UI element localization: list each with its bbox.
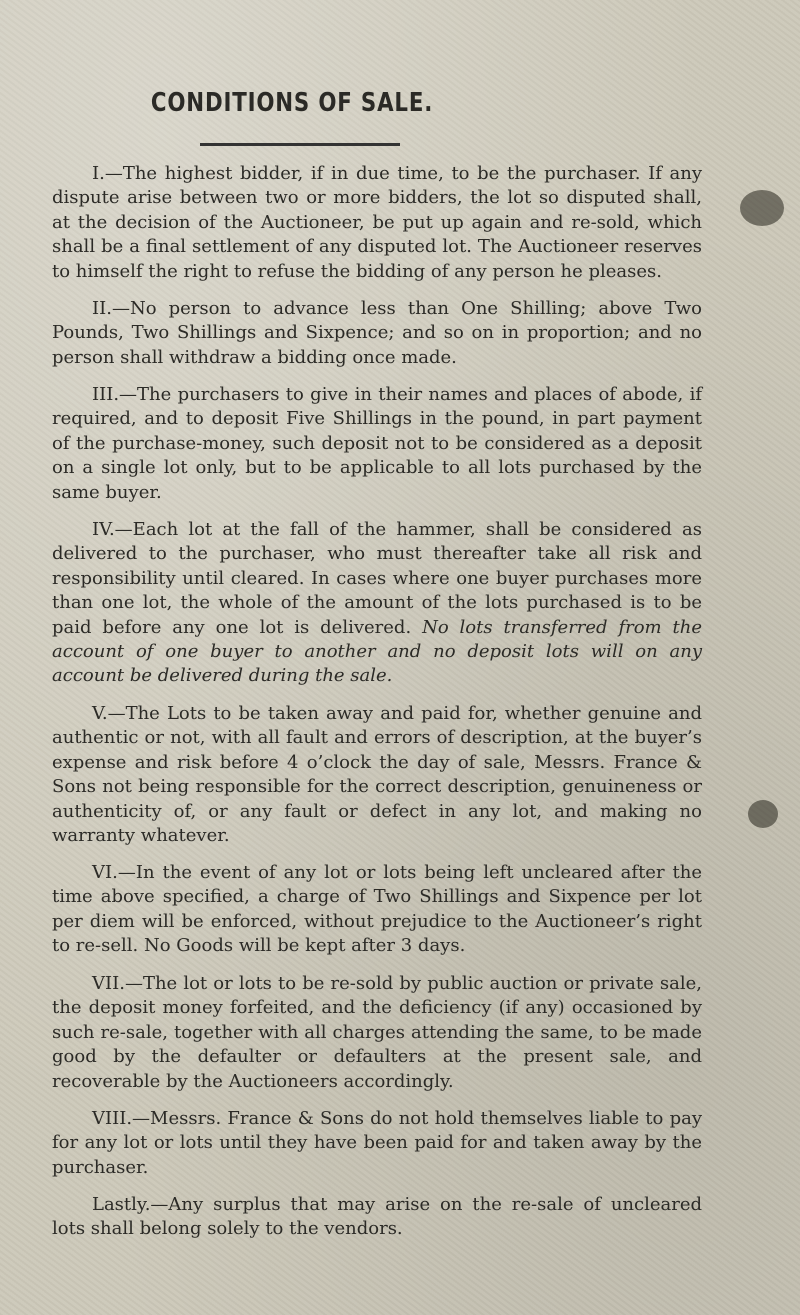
condition-4-italic-note: No lots transferred from the account of one buyer to another and no deposit lots will on any account be delivered during the sale.	[52, 616, 702, 687]
condition-5: V.—The Lots to be taken away and paid for, whether genuine and authentic or not, with all fault and errors of description, at the buyer’s expense and risk before 4 o’clock the day of sale, Messrs. France & Sons not being responsible for the correct description, genuineness or authenticity of, or any fault or defect in any lot, and making no warranty whatever.	[52, 703, 702, 847]
ink-stain	[740, 190, 784, 226]
condition-1: I.—The highest bidder, if in due time, to be the purchaser. If any dispute arise between two or more bidders, the lot so disputed shall, at the decision of the Auctioneer, be put up again and re-sold, which shall be a final settlement of any disputed lot. The Auctioneer reserves to himself the right to refuse the bidding of any person he pleases.	[52, 163, 702, 282]
ink-stain	[748, 800, 778, 828]
condition-2: II.—No person to advance less than One Shilling; above Two Pounds, Two Shillings and Sixpence; and so on in proportion; and no person shall withdraw a bidding once made.	[52, 298, 702, 368]
condition-8: VIII.—Messrs. France & Sons do not hold themselves liable to pay for any lot or lots until they have been paid for and taken away by the purchaser.	[52, 1108, 702, 1178]
condition-lastly: Lastly.—Any surplus that may arise on the re-sale of uncleared lots shall belong solely to the vendors.	[52, 1194, 702, 1240]
condition-4	[52, 518, 702, 689]
condition-7: VII.—The lot or lots to be re-sold by public auction or private sale, the deposit money forfeited, and the deficiency (if any) occasioned by such re-sale, together with all charges attending the same, to be made good by the defaulter or defaulters at the present sale, and recoverable by the Auctioneers accordingly.	[52, 973, 702, 1092]
condition-4-text: IV.—Each lot at the fall of the hammer, shall be considered as delivered to the purchaser, who must thereafter take all risk and responsibility until cleared. In cases where one buyer purchases more than one lot, the whole of the amount of the lots purchased is to be paid before any one lot is delivered.	[52, 519, 702, 638]
condition-6: VI.—In the event of any lot or lots being left uncleared after the time above specified, a charge of Two Shillings and Sixpence per lot per diem will be enforced, without prejudice to the Auctioneer’s right to re-sell. No Goods will be kept after 3 days.	[52, 862, 702, 957]
condition-3: III.—The purchasers to give in their names and places of abode, if required, and to deposit Five Shillings in the pound, in part payment of the purchase-money, such deposit not to be considered as a deposit on a single lot only, but to be applicable to all lots purchased by the same buyer.	[52, 384, 702, 503]
title-divider	[200, 143, 400, 146]
page-title: CONDITIONS OF SALE.	[150, 88, 434, 118]
